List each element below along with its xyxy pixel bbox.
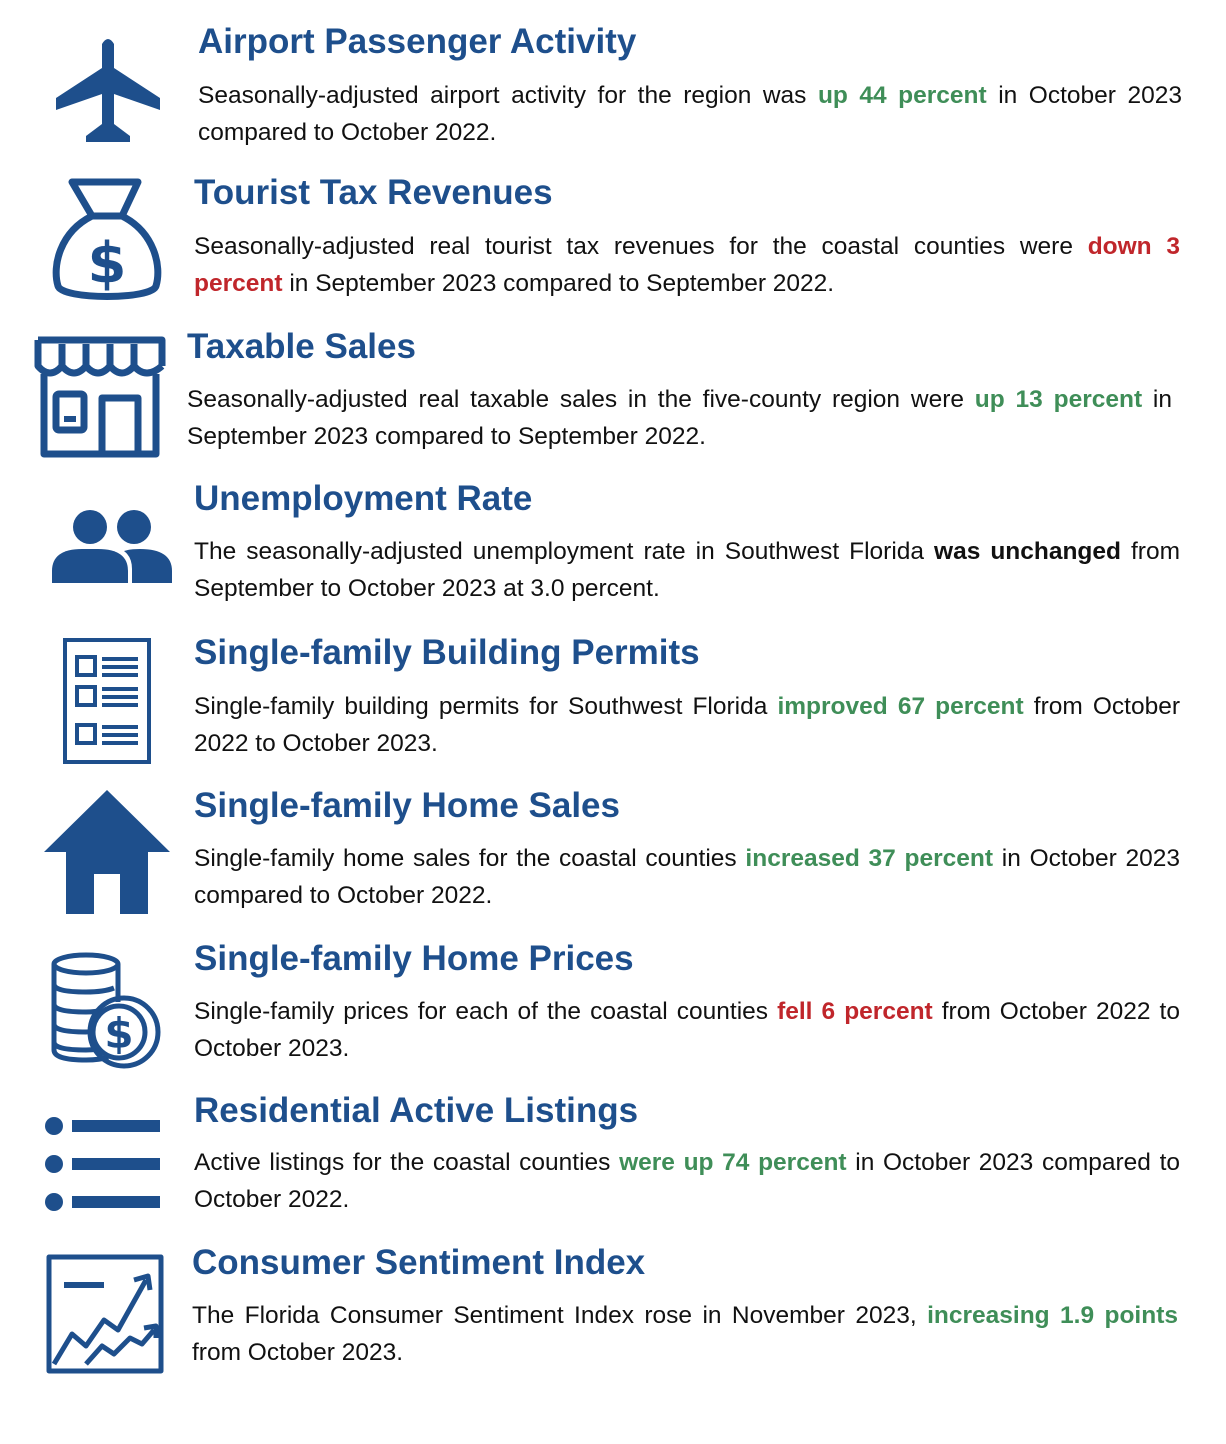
highlight-positive: up 44 percent — [817, 82, 987, 109]
section-title: Residential Active Listings — [194, 1091, 639, 1130]
section-description — [194, 1144, 1180, 1218]
section-description — [194, 533, 1180, 607]
description-text: Active listings for the coastal counties — [194, 1149, 620, 1176]
section-description — [194, 688, 1180, 762]
section-description — [198, 77, 1182, 151]
coin-stack-icon — [50, 952, 166, 1070]
highlight-positive: increasing 1.9 points — [927, 1302, 1178, 1329]
description-text: Single-family prices for each of the coastal counties — [194, 998, 778, 1025]
highlight-positive: improved 67 percent — [777, 693, 1024, 720]
highlight-negative: down 3 percent — [194, 233, 1181, 297]
section-title: Airport Passenger Activity — [198, 22, 637, 61]
description-text: from October 2022 to October 2023. — [194, 693, 1181, 757]
description-text: in October 2023 compared to October 2022. — [194, 1149, 1181, 1213]
description-text: in September 2023 compared to September 2022. — [282, 270, 835, 297]
people-icon — [52, 507, 174, 587]
money-bag-icon — [52, 178, 162, 306]
description-text: from September to October 2023 at 3.0 percent. — [194, 538, 1180, 602]
airplane-icon — [56, 36, 160, 144]
checklist-document-icon — [62, 637, 152, 765]
section-title: Taxable Sales — [187, 327, 416, 366]
section-description — [192, 1297, 1178, 1371]
bulleted-list-icon — [44, 1114, 162, 1212]
description-text: in October 2023 compared to October 2022. — [194, 845, 1180, 909]
section-title: Single-family Home Prices — [194, 939, 634, 978]
highlight-positive: were up 74 percent — [619, 1149, 847, 1176]
section-description — [187, 381, 1172, 455]
highlight-neutral: was unchanged — [934, 538, 1121, 565]
svg-text:$: $ — [87, 231, 127, 296]
highlight-positive: up 13 percent — [974, 386, 1143, 413]
section-title: Consumer Sentiment Index — [192, 1243, 646, 1282]
description-text: Seasonally-adjusted real taxable sales in the five-county region were — [187, 386, 975, 413]
description-text: Seasonally-adjusted airport activity for the region was — [198, 82, 818, 109]
section-title: Unemployment Rate — [194, 479, 533, 518]
highlight-negative: fell 6 percent — [777, 998, 933, 1025]
description-text: from October 2023. — [192, 1339, 404, 1366]
description-text: The seasonally-adjusted unemployment rate in Southwest Florida — [194, 538, 935, 565]
svg-text:$: $ — [104, 1009, 134, 1058]
section-title: Single-family Home Sales — [194, 786, 620, 825]
storefront-icon — [34, 336, 166, 458]
description-text: in October 2023 compared to October 2022. — [198, 82, 1182, 146]
description-text: Seasonally-adjusted real tourist tax revenues for the coastal counties were — [194, 233, 1088, 260]
section-description — [194, 993, 1180, 1067]
description-text: Single-family home sales for the coastal counties — [194, 845, 746, 872]
description-text: from October 2022 to October 2023. — [194, 998, 1180, 1062]
section-description — [194, 228, 1180, 302]
section-title: Single-family Building Permits — [194, 633, 700, 672]
highlight-positive: increased 37 percent — [745, 845, 994, 872]
description-text: The Florida Consumer Sentiment Index rose in November 2023, — [192, 1302, 928, 1329]
trend-chart-icon — [46, 1254, 164, 1374]
house-icon — [44, 790, 170, 916]
section-title: Tourist Tax Revenues — [194, 173, 553, 212]
section-description — [194, 840, 1180, 914]
description-text: Single-family building permits for Southwest Florida — [194, 693, 778, 720]
description-text: in September 2023 compared to September 2022. — [187, 386, 1172, 450]
